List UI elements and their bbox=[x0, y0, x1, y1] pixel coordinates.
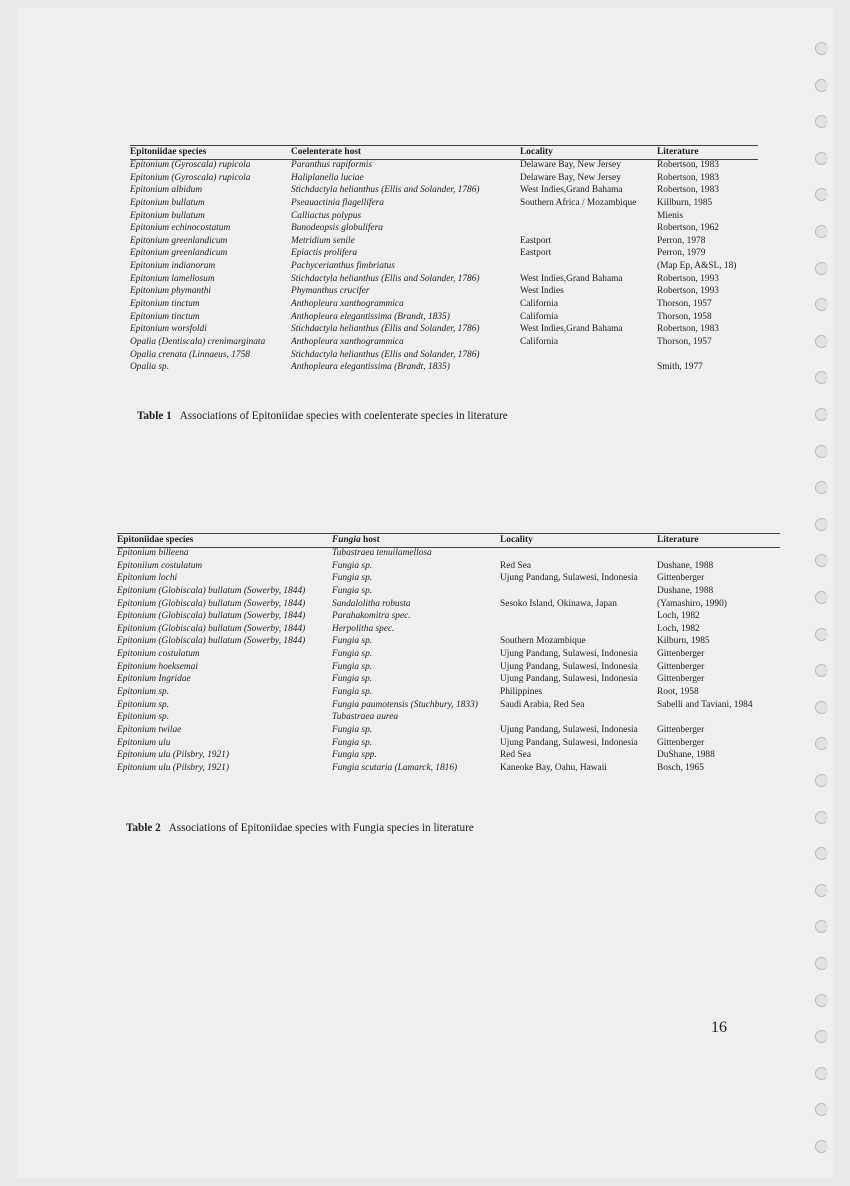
column-header bbox=[332, 534, 500, 548]
literature-cell: Smith, 1977 bbox=[657, 362, 703, 373]
table-row bbox=[117, 599, 780, 612]
table-row bbox=[130, 337, 758, 350]
table-row bbox=[130, 312, 758, 325]
column-header: Epitoniidae species bbox=[117, 534, 332, 548]
table-2-caption bbox=[126, 822, 474, 834]
species-cell: Opalia crenata (Linnaeus, 1758 bbox=[130, 349, 250, 360]
species-cell: Epitonium twilae bbox=[117, 724, 182, 735]
literature-cell bbox=[657, 712, 780, 725]
table-row bbox=[117, 573, 780, 586]
table-row bbox=[117, 763, 780, 776]
binder-hole-icon bbox=[815, 408, 828, 421]
locality-cell: Ujung Pandang, Sulawesi, Indonesia bbox=[500, 724, 638, 735]
locality-cell: Saudi Arabia, Red Sea bbox=[500, 699, 585, 710]
table-row bbox=[117, 750, 780, 763]
table-row bbox=[130, 160, 758, 173]
literature-cell: Mienis bbox=[657, 210, 684, 221]
locality-cell bbox=[500, 548, 657, 561]
table-row bbox=[117, 700, 780, 713]
species-cell: Epitonium (Globiscala) bullatum (Sowerby, 1844) bbox=[117, 585, 306, 596]
host-cell: Tubastraea aurea bbox=[332, 712, 399, 723]
host-cell: Anthopleura elegantissima (Brandt, 1835) bbox=[291, 311, 450, 322]
locality-cell bbox=[520, 211, 657, 224]
species-cell: Epitonium hoeksemai bbox=[117, 661, 198, 672]
locality-cell: Red Sea bbox=[500, 560, 531, 571]
species-cell: Epitonium echinocostatum bbox=[130, 223, 231, 234]
literature-cell: Gittenberger bbox=[657, 737, 705, 748]
literature-cell bbox=[657, 548, 780, 561]
literature-cell: Robertson, 1962 bbox=[657, 223, 719, 234]
table-row bbox=[117, 674, 780, 687]
host-cell: Pseauactinia flagellifera bbox=[291, 197, 384, 208]
locality-cell: Eastport bbox=[520, 248, 552, 259]
table-row bbox=[117, 611, 780, 624]
table-row bbox=[117, 712, 780, 725]
binder-hole-icon bbox=[815, 445, 828, 458]
locality-cell: Ujung Pandang, Sulawesi, Indonesia bbox=[500, 737, 638, 748]
locality-cell bbox=[500, 712, 657, 725]
table-row bbox=[130, 362, 758, 375]
species-cell: Epitonium sp. bbox=[117, 687, 170, 698]
literature-cell: Sabelli and Taviani, 1984 bbox=[657, 699, 753, 710]
host-cell: Fungia sp. bbox=[332, 636, 373, 647]
table-row bbox=[117, 662, 780, 675]
binder-hole-icon bbox=[815, 628, 828, 641]
column-header: Epitoniidae species bbox=[130, 146, 291, 160]
table-row bbox=[117, 624, 780, 637]
locality-cell: West Indies bbox=[520, 286, 564, 297]
host-cell: Anthopleura xanthogrammica bbox=[291, 336, 404, 347]
locality-cell bbox=[500, 624, 657, 637]
table-row bbox=[117, 561, 780, 574]
binder-hole-icon bbox=[815, 591, 828, 604]
literature-cell: Perron, 1978 bbox=[657, 235, 706, 246]
host-cell: Parahakomitra spec. bbox=[332, 611, 411, 622]
host-cell: Fungia sp. bbox=[332, 649, 373, 660]
literature-cell: Robertson, 1993 bbox=[657, 286, 719, 297]
caption-label: Table 1 bbox=[137, 410, 172, 422]
literature-cell: Thorson, 1957 bbox=[657, 299, 712, 310]
literature-cell: Gittenberger bbox=[657, 724, 705, 735]
locality-cell: Philippines bbox=[500, 687, 543, 698]
species-cell: Epitonium sp. bbox=[117, 712, 170, 723]
species-cell: Epitonium bullatum bbox=[130, 197, 205, 208]
host-cell: Fungia sp. bbox=[332, 674, 373, 685]
species-cell: Epitonium (Gyroscala) rupicola bbox=[130, 160, 251, 170]
host-cell: Fungia sp. bbox=[332, 724, 373, 735]
table-row bbox=[117, 636, 780, 649]
table-row bbox=[130, 198, 758, 211]
species-cell: Epitonium (Globiscala) bullatum (Sowerby, 1844) bbox=[117, 623, 306, 634]
binder-hole-icon bbox=[815, 518, 828, 531]
literature-cell: Thorson, 1957 bbox=[657, 336, 712, 347]
literature-cell: Gittenberger bbox=[657, 661, 705, 672]
species-cell: Epitonium worsfoldi bbox=[130, 324, 207, 335]
host-cell: Stichdactyla helianthus (Ellis and Solander, 1786) bbox=[291, 273, 480, 284]
literature-cell: DuShane, 1988 bbox=[657, 750, 715, 761]
locality-cell bbox=[520, 350, 657, 363]
species-cell: Epitonium phymanthi bbox=[130, 286, 211, 297]
literature-cell bbox=[657, 350, 758, 363]
species-cell: Epitonium greenlandicum bbox=[130, 248, 228, 259]
host-cell: Haliplanella luciae bbox=[291, 172, 364, 183]
column-header: Locality bbox=[520, 146, 657, 160]
literature-cell: Loch, 1982 bbox=[657, 611, 700, 622]
caption-label: Table 2 bbox=[126, 822, 161, 834]
locality-cell: Ujung Pandang, Sulawesi, Indonesia bbox=[500, 661, 638, 672]
locality-cell: Ujung Pandang, Sulawesi, Indonesia bbox=[500, 649, 638, 660]
locality-cell: California bbox=[520, 299, 559, 310]
binder-hole-icon bbox=[815, 1140, 828, 1153]
locality-cell: Delaware Bay, New Jersey bbox=[520, 160, 621, 170]
table-row bbox=[117, 725, 780, 738]
caption-text: Associations of Epitoniidae species with Fungia species in literature bbox=[168, 822, 474, 834]
host-cell: Fungia sp. bbox=[332, 560, 373, 571]
binder-hole-icon bbox=[815, 262, 828, 275]
species-cell: Epitonium sp. bbox=[117, 699, 170, 710]
species-cell: Epitonium tinctum bbox=[130, 311, 200, 322]
table-row bbox=[130, 299, 758, 312]
locality-cell: Sesoko Island, Okinawa, Japan bbox=[500, 598, 617, 609]
table-row bbox=[117, 738, 780, 751]
binder-hole-icon bbox=[815, 884, 828, 897]
literature-cell: Perron, 1979 bbox=[657, 248, 706, 259]
literature-cell: Gittenberger bbox=[657, 573, 705, 584]
table-row bbox=[130, 261, 758, 274]
literature-cell: Robertson, 1983 bbox=[657, 324, 719, 335]
table-row bbox=[130, 173, 758, 186]
locality-cell: West Indies,Grand Bahama bbox=[520, 185, 623, 196]
literature-cell: Thorson, 1958 bbox=[657, 311, 712, 322]
column-header: Literature bbox=[657, 146, 758, 160]
locality-cell bbox=[520, 362, 657, 375]
host-cell: Fungia sp. bbox=[332, 737, 373, 748]
locality-cell bbox=[500, 611, 657, 624]
host-cell: Herpolitha spec. bbox=[332, 623, 395, 634]
page-number: 16 bbox=[711, 1019, 727, 1036]
literature-cell: (Map Ep, A&SL, 18) bbox=[657, 261, 737, 272]
table-row bbox=[117, 649, 780, 662]
locality-cell: California bbox=[520, 311, 559, 322]
literature-cell: Kilburn, 1985 bbox=[657, 636, 710, 647]
locality-cell: Eastport bbox=[520, 235, 552, 246]
locality-cell bbox=[500, 586, 657, 599]
host-cell: Phymanthus crucifer bbox=[291, 286, 370, 297]
species-cell: Epitonium bullatum bbox=[130, 210, 205, 221]
host-cell: Fungia paumotensis (Stuchbury, 1833) bbox=[332, 699, 478, 710]
table-row bbox=[130, 324, 758, 337]
species-cell: Epitoniium costulatum bbox=[117, 560, 203, 571]
caption-text: Associations of Epitoniidae species with coelenterate species in literature bbox=[179, 410, 508, 422]
locality-cell: West Indies,Grand Bahama bbox=[520, 324, 623, 335]
species-cell: Epitonium billeena bbox=[117, 548, 189, 558]
literature-cell: Loch, 1982 bbox=[657, 623, 700, 634]
species-cell: Epitonium indianorum bbox=[130, 261, 216, 272]
literature-cell: Dushane, 1988 bbox=[657, 585, 714, 596]
locality-cell: Southern Mozambique bbox=[500, 636, 586, 647]
literature-cell: Killburn, 1985 bbox=[657, 197, 713, 208]
literature-cell: Gittenberger bbox=[657, 649, 705, 660]
binder-hole-icon bbox=[815, 79, 828, 92]
species-cell: Epitonium costulatum bbox=[117, 649, 200, 660]
column-header: Coelenterate host bbox=[291, 146, 520, 160]
host-cell: Fungia scutaria (Lamarck, 1816) bbox=[332, 762, 458, 773]
host-cell: Fungia sp. bbox=[332, 585, 373, 596]
species-cell: Epitonium greenlandicum bbox=[130, 235, 228, 246]
locality-cell: West Indies,Grand Bahama bbox=[520, 273, 623, 284]
host-cell: Fungia sp. bbox=[332, 661, 373, 672]
table-1 bbox=[130, 145, 758, 375]
binder-hole-icon bbox=[815, 774, 828, 787]
locality-cell: Red Sea bbox=[500, 750, 531, 761]
literature-cell: Dushane, 1988 bbox=[657, 560, 714, 571]
table-row bbox=[130, 248, 758, 261]
locality-cell: Ujung Pandang, Sulawesi, Indonesia bbox=[500, 674, 638, 685]
locality-cell bbox=[520, 223, 657, 236]
binder-hole-icon bbox=[815, 42, 828, 55]
species-cell: Epitonium lochi bbox=[117, 573, 178, 584]
host-cell: Anthopleura elegantissima (Brandt, 1835) bbox=[291, 362, 450, 373]
binder-hole-icon bbox=[815, 957, 828, 970]
binder-hole-icon bbox=[815, 701, 828, 714]
binder-hole-icon bbox=[815, 1067, 828, 1080]
host-cell: Epiactis prolifera bbox=[291, 248, 358, 259]
table-row bbox=[130, 236, 758, 249]
literature-cell: Root, 1958 bbox=[657, 687, 699, 698]
literature-cell: Bosch, 1965 bbox=[657, 762, 704, 773]
species-cell: Epitonium lamellosum bbox=[130, 273, 215, 284]
binder-hole-icon bbox=[815, 811, 828, 824]
literature-cell: Gittenberger bbox=[657, 674, 705, 685]
host-cell: Sandalolitha robusta bbox=[332, 598, 411, 609]
locality-cell: Ujung Pandang, Sulawesi, Indonesia bbox=[500, 573, 638, 584]
host-cell: Stichdactyla helianthus (Ellis and Solander, 1786) bbox=[291, 185, 480, 196]
species-cell: Epitonium (Gyroscala) rupicola bbox=[130, 172, 251, 183]
literature-cell: Robertson, 1983 bbox=[657, 172, 719, 183]
species-cell: Epitonium (Globiscala) bullatum (Sowerby, 1844) bbox=[117, 636, 306, 647]
host-cell: Bunodeopsis globulifera bbox=[291, 223, 383, 234]
species-cell: Epitonium tinctum bbox=[130, 299, 200, 310]
binder-hole-icon bbox=[815, 994, 828, 1007]
species-cell: Epitonium albidum bbox=[130, 185, 203, 196]
species-cell: Epitonium ulu (Pilsbry, 1921) bbox=[117, 750, 229, 761]
literature-cell: (Yamashiro, 1990) bbox=[657, 598, 727, 609]
table-1-caption bbox=[137, 410, 508, 422]
host-cell: Metridium senile bbox=[291, 235, 355, 246]
table-row bbox=[130, 286, 758, 299]
locality-cell bbox=[520, 261, 657, 274]
host-cell: Fungia sp. bbox=[332, 573, 373, 584]
table-row bbox=[130, 274, 758, 287]
table-row bbox=[130, 211, 758, 224]
binder-hole-icon bbox=[815, 335, 828, 348]
table-row bbox=[117, 548, 780, 561]
binder-hole-icon bbox=[815, 225, 828, 238]
species-cell: Epitonium Ingridae bbox=[117, 674, 191, 685]
species-cell: Epitonium (Globiscala) bullatum (Sowerby, 1844) bbox=[117, 611, 306, 622]
host-cell: Anthopleura xanthogrammica bbox=[291, 299, 404, 310]
table-row bbox=[130, 223, 758, 236]
species-cell: Opalia sp. bbox=[130, 362, 170, 373]
header-host: host bbox=[363, 535, 380, 545]
host-cell: Stichdactyla helianthus (Ellis and Solander, 1786) bbox=[291, 324, 480, 335]
host-cell: Paranthus rapiformis bbox=[291, 160, 373, 170]
table-row bbox=[117, 586, 780, 599]
column-header: Locality bbox=[500, 534, 657, 548]
host-cell: Stichdactyla helianthus (Ellis and Solander, 1786) bbox=[291, 349, 480, 360]
host-cell: Pachycerianthus fimbriatus bbox=[291, 261, 395, 272]
locality-cell: Southern Africa / Mozambique bbox=[520, 197, 637, 208]
species-cell: Epitonium (Globiscala) bullatum (Sowerby, 1844) bbox=[117, 598, 306, 609]
locality-cell: Delaware Bay, New Jersey bbox=[520, 172, 621, 183]
literature-cell: Robertson, 1983 bbox=[657, 185, 719, 196]
host-cell: Calliactus polypus bbox=[291, 210, 362, 221]
species-cell: Epitonium ulu bbox=[117, 737, 171, 748]
table-2 bbox=[117, 533, 780, 776]
locality-cell: Kaneoke Bay, Oahu, Hawaii bbox=[500, 762, 607, 773]
literature-cell: Robertson, 1993 bbox=[657, 273, 719, 284]
host-cell: Tubastraea tenuilamellosa bbox=[332, 548, 432, 558]
literature-cell: Robertson, 1983 bbox=[657, 160, 719, 170]
species-cell: Epitonium ulu (Pilsbry, 1921) bbox=[117, 762, 229, 773]
locality-cell: California bbox=[520, 336, 559, 347]
binder-hole-icon bbox=[815, 152, 828, 165]
host-cell: Fungia sp. bbox=[332, 687, 373, 698]
header-fungia: Fungia bbox=[332, 535, 361, 545]
host-cell: Fungia spp. bbox=[332, 750, 377, 761]
table-row bbox=[130, 350, 758, 363]
species-cell: Opalia (Dentiscala) crenimarginata bbox=[130, 336, 266, 347]
table-row bbox=[117, 687, 780, 700]
column-header: Literature bbox=[657, 534, 780, 548]
table-row bbox=[130, 185, 758, 198]
